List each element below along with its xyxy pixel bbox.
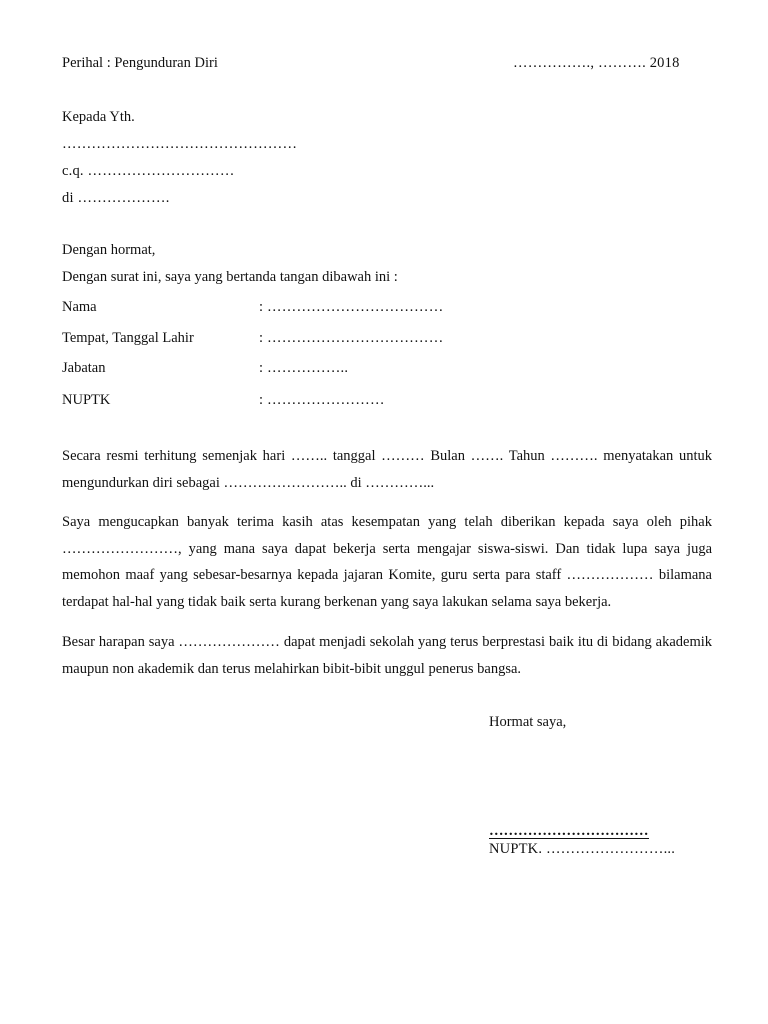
recipient-name-blank: …………………………………………	[62, 136, 298, 152]
field-value: : ………………………………	[259, 330, 444, 346]
subject-line: Perihal : Pengunduran Diri	[62, 55, 218, 71]
field-label: Tempat, Tanggal Lahir	[62, 330, 194, 346]
date-line: ……………., ………. 2018	[513, 55, 680, 71]
field-label: Jabatan	[62, 360, 106, 376]
paragraph-thanks: Saya mengucapkan banyak terima kasih atas kesempatan yang telah diberikan kepada saya oleh pihak ……………………, yang mana saya dapat bekerja serta mengajar siswa-siswi. Dan tidak lupa saya juga memohon maaf yang sebesar-besarnya kepada jajaran Komite, guru serta para staff ……………… bilamana terdapat hal-hal yang tidak baik serta kurang berkenan yang saya lakukan selama saya bekerja.	[62, 514, 712, 610]
intro-sentence: Dengan surat ini, saya yang bertanda tangan dibawah ini :	[62, 269, 398, 285]
recipient-location-line: di ……………….	[62, 190, 170, 206]
paragraph-resignation: Secara resmi terhitung semenjak hari …….. tanggal ……… Bulan ……. Tahun ………. menyatakan untuk mengundurkan diri sebagai …………………….. di …………...	[62, 448, 712, 491]
field-label: Nama	[62, 299, 97, 315]
salutation: Dengan hormat,	[62, 242, 156, 258]
closing-regards: Hormat saya,	[489, 714, 567, 730]
signature-nuptk: NUPTK. ……………………...	[489, 841, 676, 857]
field-value: : ………………………………	[259, 299, 444, 315]
recipient-title: Kepada Yth.	[62, 109, 135, 125]
recipient-cq-line: c.q. …………………………	[62, 163, 235, 179]
signature-line: ……………………………	[489, 823, 649, 839]
field-label: NUPTK	[62, 392, 111, 408]
paragraph-hope: Besar harapan saya ………………… dapat menjadi sekolah yang terus berprestasi baik itu di bidang akademik maupun non akademik dan terus melahirkan bibit-bibit unggul penerus bangsa.	[62, 634, 712, 677]
field-value: : ……………..	[259, 360, 349, 376]
field-value: : ……………………	[259, 392, 385, 408]
